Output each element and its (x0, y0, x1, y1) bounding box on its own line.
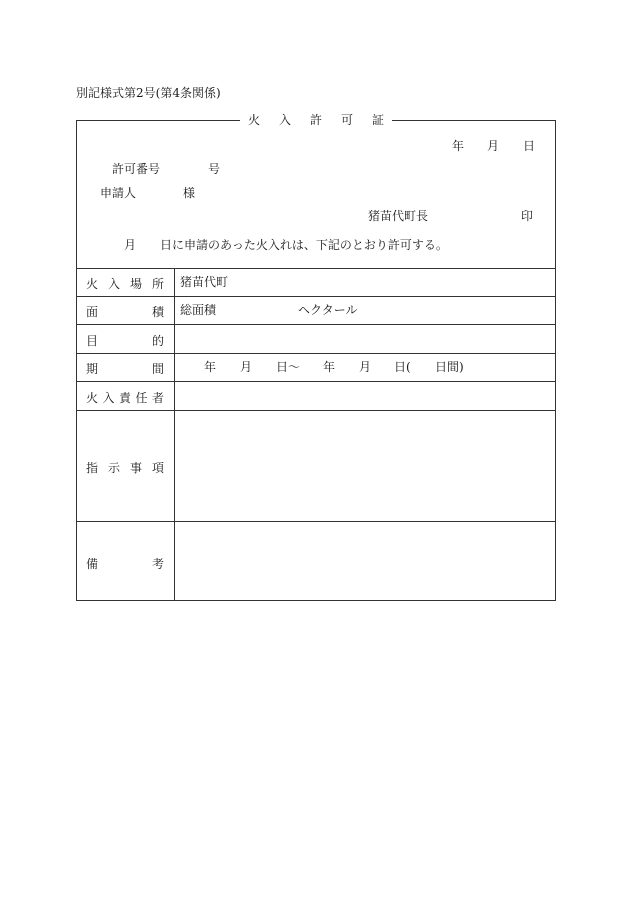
row-divider (76, 324, 556, 325)
frame-top-left (76, 120, 240, 121)
row-divider (76, 521, 556, 522)
location-value: 猪苗代町 (180, 275, 229, 289)
applicant-suffix: 様 (183, 186, 196, 200)
remarks-label: 備 考 (86, 557, 164, 571)
statement-text: 日に申請のあった火入れは、下記のとおり許可する。 (160, 238, 448, 252)
applicant-label: 申請人 (100, 186, 137, 200)
responsible-label: 火 入 責 任 者 (86, 391, 164, 405)
period-end-year: 年 (323, 360, 336, 374)
period-start-year: 年 (204, 360, 217, 374)
period-end-day: 日( (394, 360, 411, 374)
purpose-label: 目 的 (86, 334, 164, 348)
period-label: 期 間 (86, 362, 164, 376)
area-prefix: 総面積 (180, 303, 217, 317)
column-divider (174, 268, 175, 601)
seal-mark: 印 (521, 209, 534, 223)
date-month: 月 (487, 139, 500, 153)
area-label: 面 積 (86, 305, 164, 319)
issuer-name: 猪苗代町長 (368, 209, 429, 223)
date-year: 年 (452, 139, 465, 153)
statement-month: 月 (124, 238, 137, 252)
period-start-month: 月 (240, 360, 253, 374)
period-start-day: 日〜 (276, 360, 301, 374)
instructions-label: 指 示 事 項 (86, 461, 164, 475)
period-days: 日間) (435, 360, 464, 374)
certificate-title: 火 入 許 可 証 (240, 113, 392, 127)
frame-top-right (392, 120, 556, 121)
permit-number-suffix: 号 (208, 162, 221, 176)
period-end-month: 月 (359, 360, 372, 374)
row-divider (76, 296, 556, 297)
date-day: 日 (523, 139, 536, 153)
location-label: 火 入 場 所 (86, 277, 164, 291)
row-divider (76, 353, 556, 354)
row-divider (76, 268, 556, 269)
area-unit: ヘクタール (298, 303, 358, 317)
row-divider (76, 381, 556, 382)
row-divider (76, 410, 556, 411)
form-reference: 別記様式第2号(第4条関係) (76, 86, 221, 100)
permit-number-label: 許可番号 (112, 162, 161, 176)
